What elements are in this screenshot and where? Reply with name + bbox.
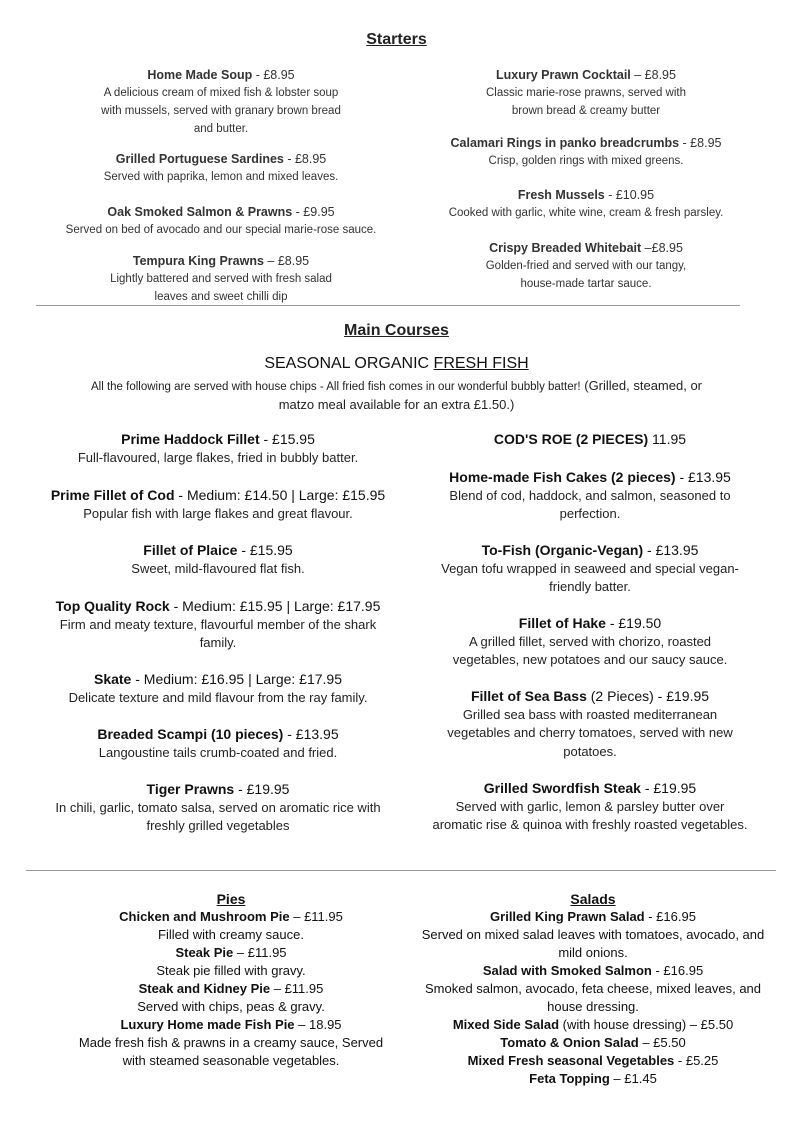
menu-item-description: Golden-fried and served with our tangy, [485,260,687,272]
menu-item-heading [40,541,396,560]
list-line-text: – £11.95 [270,981,324,996]
list-line-name: Mixed Fresh seasonal Vegetables [467,1053,675,1068]
menu-item [40,486,396,523]
menu-item-price: - £19.50 [605,615,662,631]
starters-heading: Starters [366,31,427,48]
list-line-text: Served on mixed salad leaves with tomatoes, avocado, and [421,927,765,942]
menu-item-name: Home Made Soup [147,68,253,82]
list-line-name: Steak Pie [175,945,234,960]
list-line-text: Made fresh fish & prawns in a creamy sauce, Served [78,1035,384,1050]
list-line [48,908,414,926]
menu-item-name: Fresh Mussels [517,188,605,202]
menu-item-name: Fillet of Plaice [143,542,238,558]
list-line-name: Luxury Home made Fish Pie [120,1017,295,1032]
menu-item-description: family. [199,635,237,650]
menu-item [420,430,760,449]
menu-item [420,468,760,524]
menu-item-price: - £13.95 [283,726,339,742]
menu-item-name: Calamari Rings in panko breadcrumbs [450,136,680,150]
menu-item-price: - Medium: £15.95 | Large: £17.95 [169,598,381,614]
list-line [48,926,414,944]
menu-item-heading [40,486,396,505]
pies-column [48,890,414,1070]
list-line-text: - £16.95 [644,909,696,924]
main-divider [26,870,776,871]
subtitle-text: SEASONAL ORGANIC [264,355,434,372]
menu-item [40,725,396,762]
menu-item-description: A delicious cream of mixed fish & lobster soup [103,87,339,99]
list-line [410,1016,776,1034]
menu-item-description: Lightly battered and served with fresh salad [110,273,332,285]
menu-item-description: A grilled fillet, served with chorizo, roasted [468,633,712,649]
list-line-name: Steak and Kidney Pie [138,981,271,996]
list-line-text: – £11.95 [289,909,343,924]
subtitle-underlined: FRESH FISH [433,355,529,372]
list-line-text: – £1.45 [609,1071,657,1086]
menu-item-description: freshly grilled vegetables [146,818,290,833]
menu-item-price: - £8.95 [283,152,327,166]
menu-item-description: vegetables and cherry tomatoes, served with new [447,725,733,740]
menu-item-name: Home-made Fish Cakes (2 pieces) [449,469,676,485]
menu-item-heading [46,150,396,168]
list-line-name: Salad with Smoked Salmon [482,963,652,978]
menu-item-price: - £8.95 [679,136,722,150]
menu-item-heading [416,186,756,204]
list-line [48,1052,414,1070]
menu-item-description: Blend of cod, haddock, and salmon, seasoned to [449,487,731,503]
menu-item [40,670,396,707]
menu-item-description: Cooked with garlic, white wine, cream & fresh parsley. [448,207,724,219]
list-line-text: Served with chips, peas & gravy. [137,999,325,1014]
pies-heading: Pies [216,891,246,907]
menu-item-description: Served with paprika, lemon and mixed leaves. [103,171,339,183]
menu-item-name: Luxury Prawn Cocktail [496,68,631,82]
menu-item [416,239,756,293]
menu-item-price: - £10.95 [604,188,655,202]
menu-item-name: Tiger Prawns [146,781,235,797]
menu-item-price: - £15.95 [237,542,293,558]
menu-item-heading [40,725,396,744]
list-line [48,1034,414,1052]
list-line-name: Mixed Side Salad [452,1017,560,1032]
menu-item [40,430,396,467]
menu-item-heading [40,670,396,689]
menu-item-price: - £9.95 [292,205,335,219]
menu-item-price: - Medium: £16.95 | Large: £17.95 [131,671,342,687]
menu-item-description: Vegan tofu wrapped in seaweed and special vegan- [441,560,739,576]
menu-item-name: To-Fish (Organic-Vegan) [481,542,644,558]
list-line-text: (with house dressing) – £5.50 [559,1017,734,1032]
menu-item-name: Grilled Portuguese Sardines [115,152,284,166]
menu-item-price: - £13.95 [643,542,699,558]
list-line [410,1034,776,1052]
menu-item-price: - £19.95 [234,781,290,797]
menu-item-heading [416,134,756,152]
list-line [48,980,414,998]
menu-item-name: Prime Haddock Fillet [121,431,260,447]
main-note [40,377,753,414]
salads-heading: Salads [570,891,616,907]
starters-divider [36,305,740,306]
menu-item-description: brown bread & creamy butter [511,105,661,117]
menu-item-price: – £8.95 [630,68,676,82]
list-line [410,1070,776,1088]
menu-item-name: Tempura King Prawns [132,254,264,268]
menu-item-price: –£8.95 [641,241,683,255]
note-small: All the following are served with house chips - All fried fish comes in our wonderful bubbly batter! [90,381,581,393]
menu-item-name: Skate [93,671,132,687]
menu-item [40,780,396,836]
menu-item-description: Classic marie-rose prawns, served with [485,87,687,99]
menu-item-description: potatoes. [563,743,617,759]
menu-item-price: - £8.95 [252,68,295,82]
list-line [410,926,776,944]
menu-item-description: leaves and sweet chilli dip [154,291,288,303]
main-courses-heading: Main Courses [344,322,449,339]
list-line [410,980,776,998]
list-line-text: with steamed seasonable vegetables. [122,1053,340,1068]
menu-item-name: Prime Fillet of Cod [50,487,175,503]
menu-item-price: 11.95 [648,431,687,447]
menu-item-name: Fillet of Sea Bass [470,688,587,704]
list-line [48,998,414,1016]
menu-item-description: with mussels, served with granary brown bread [101,105,341,117]
note-line2: matzo meal available for an extra £1.50.) [278,397,515,412]
menu-item [416,66,756,120]
menu-item-description: In chili, garlic, tomato salsa, served on aromatic rice with [55,799,381,815]
menu-item-price: - Medium: £14.50 | Large: £15.95 [174,487,386,503]
menu-item-heading [416,66,756,84]
menu-item-description: Grilled sea bass with roasted mediterranean [462,706,718,722]
menu-item-price: - £15.95 [259,431,315,447]
menu-item [416,186,756,222]
menu-item-name: COD'S ROE (2 PIECES) [493,431,649,447]
menu-item-heading [40,780,396,799]
menu-item-heading [40,597,396,616]
list-line [410,1052,776,1070]
menu-item-heading [420,779,760,798]
list-line-text: mild onions. [558,945,628,960]
list-line-text: - £16.95 [651,963,704,978]
menu-item-heading [416,239,756,257]
menu-item-name: Fillet of Hake [518,615,606,631]
list-line [48,1016,414,1034]
list-line [410,944,776,962]
menu-item-price: - £19.95 [640,780,697,796]
menu-item [46,150,396,186]
list-line [410,962,776,980]
menu-item-description: perfection. [559,506,621,521]
menu-item [40,541,396,578]
menu-item [420,541,760,597]
list-line-text: – £11.95 [233,945,287,960]
menu-item-price: - £13.95 [675,469,731,485]
list-line-text: Filled with creamy sauce. [158,927,304,942]
menu-item-heading [420,687,760,706]
list-line-name: Chicken and Mushroom Pie [119,909,290,924]
menu-item-description: and butter. [193,123,249,135]
list-line-text: - £5.25 [674,1053,719,1068]
list-line [410,998,776,1016]
list-line-text: Smoked salmon, avocado, feta cheese, mixed leaves, and [424,981,762,996]
menu-item [40,597,396,653]
menu-item-name: Breaded Scampi (10 pieces) [97,726,284,742]
menu-item-description: Sweet, mild-flavoured flat fish. [131,560,305,576]
list-line-text: – 18.95 [294,1017,342,1032]
list-line-name: Grilled King Prawn Salad [490,909,645,924]
main-subtitle [0,355,793,373]
menu-item-heading [420,541,760,560]
menu-item-description: aromatic rise & quinoa with freshly roasted vegetables. [432,817,748,832]
menu-item-description: vegetables, new potatoes and our saucy sauce. [452,652,728,667]
menu-item-name: Crispy Breaded Whitebait [489,241,642,255]
list-line [48,962,414,980]
menu-item-name: Oak Smoked Salmon & Prawns [107,205,293,219]
menu-item [420,614,760,670]
menu-item-description: Firm and meaty texture, flavourful member of the shark [59,616,377,632]
menu-item-heading [46,203,396,221]
list-line-name: Tomato & Onion Salad [500,1035,639,1050]
menu-item-description: Served with garlic, lemon & parsley butter over [455,798,725,814]
note-large: (Grilled, steamed, or [580,378,702,393]
menu-item-description: Popular fish with large flakes and great flavour. [83,505,353,521]
menu-item [46,252,396,306]
menu-item [420,779,760,835]
menu-item-heading [420,614,760,633]
list-line-text: house dressing. [547,999,639,1014]
menu-item-name: Grilled Swordfish Steak [483,780,641,796]
menu-item-description: house-made tartar sauce. [520,278,652,290]
menu-item-heading [46,252,396,270]
menu-item [420,687,760,761]
list-line-text: Steak pie filled with gravy. [156,963,306,978]
menu-item-description: Served on bed of avocado and our special marie-rose sauce. [65,224,377,236]
menu-item-heading [46,66,396,84]
menu-item-heading [40,430,396,449]
salads-column [410,890,776,1088]
menu-item-description: Langoustine tails crumb-coated and fried. [98,744,338,760]
menu-item-description: friendly batter. [549,579,631,594]
menu-item-description: Delicate texture and mild flavour from the ray family. [68,689,368,705]
list-line [410,908,776,926]
menu-item-description: Crisp, golden rings with mixed greens. [488,155,684,167]
menu-item-heading [420,430,760,449]
menu-item-price: – £8.95 [263,254,310,268]
menu-item-heading [420,468,760,487]
menu-item-description: Full-flavoured, large flakes, fried in bubbly batter. [77,449,359,465]
menu-item [46,203,396,239]
menu-item-name: Top Quality Rock [55,598,170,614]
list-line [48,944,414,962]
list-line-name: Feta Topping [529,1071,610,1086]
list-line-text: – £5.50 [638,1035,686,1050]
menu-item [46,66,396,138]
menu-item [416,134,756,170]
menu-item-price: (2 Pieces) - £19.95 [586,688,710,704]
